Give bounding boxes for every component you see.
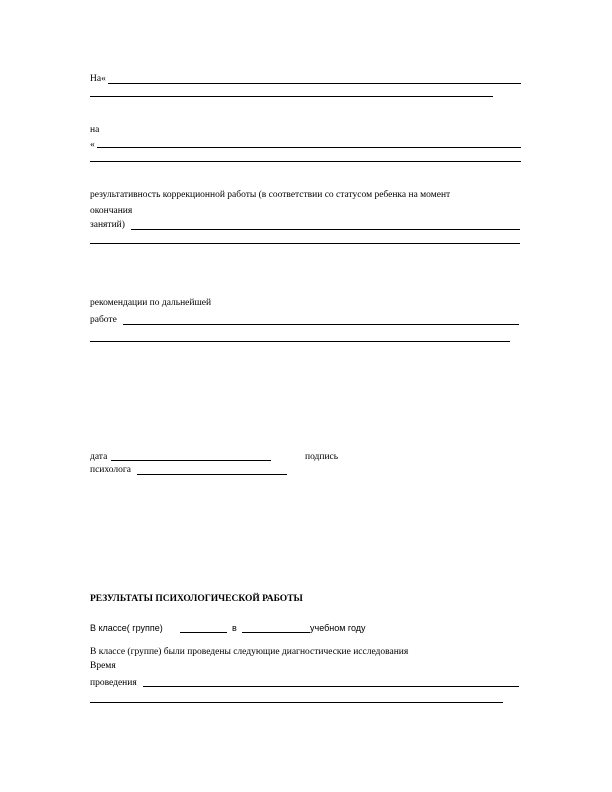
class-field-line[interactable] — [180, 632, 227, 633]
effectiveness-label-line3: занятий) — [90, 220, 125, 230]
academic-year-label: учебном году — [310, 623, 366, 633]
conducting-field-line-1[interactable] — [143, 686, 519, 687]
signature-label: подпись — [305, 452, 339, 462]
class-label: В классе( группе) — [90, 623, 163, 633]
effectiveness-label-line2: окончания — [90, 206, 133, 216]
goal-prefix-label: На« — [90, 74, 106, 84]
section2-quote-label: « — [90, 140, 95, 150]
diagnostics-text: В классе (группе) были проведены следующие диагностические исследования — [90, 647, 409, 657]
section2-field-line-1[interactable] — [97, 147, 521, 148]
conducting-label: проведения — [90, 678, 137, 688]
section2-label: на — [90, 125, 100, 135]
effectiveness-label-line1: результативность коррекционной работы (в соответствии со статусом ребенка на момент — [90, 190, 451, 200]
effectiveness-field-line-2[interactable] — [90, 243, 520, 244]
date-field-line[interactable] — [111, 460, 271, 461]
signature-field-line[interactable] — [137, 474, 287, 475]
time-label: Время — [90, 661, 116, 671]
goal-field-line-1[interactable] — [108, 83, 521, 84]
recommendations-field-line-1[interactable] — [123, 324, 519, 325]
recommendations-label-line2: работе — [90, 315, 117, 325]
psychologist-label: психолога — [90, 465, 132, 475]
conducting-field-line-2[interactable] — [90, 702, 503, 703]
results-heading: РЕЗУЛЬТАТЫ ПСИХОЛОГИЧЕСКОЙ РАБОТЫ — [90, 594, 303, 604]
goal-field-line-2[interactable] — [90, 96, 493, 97]
year-field-line[interactable] — [242, 632, 310, 633]
in-label: в — [232, 623, 237, 633]
recommendations-field-line-2[interactable] — [90, 341, 510, 342]
recommendations-label-line1: рекомендации по дальнейшей — [90, 298, 212, 308]
section2-field-line-2[interactable] — [90, 161, 521, 162]
effectiveness-field-line-1[interactable] — [131, 229, 520, 230]
date-label: дата — [90, 452, 108, 462]
